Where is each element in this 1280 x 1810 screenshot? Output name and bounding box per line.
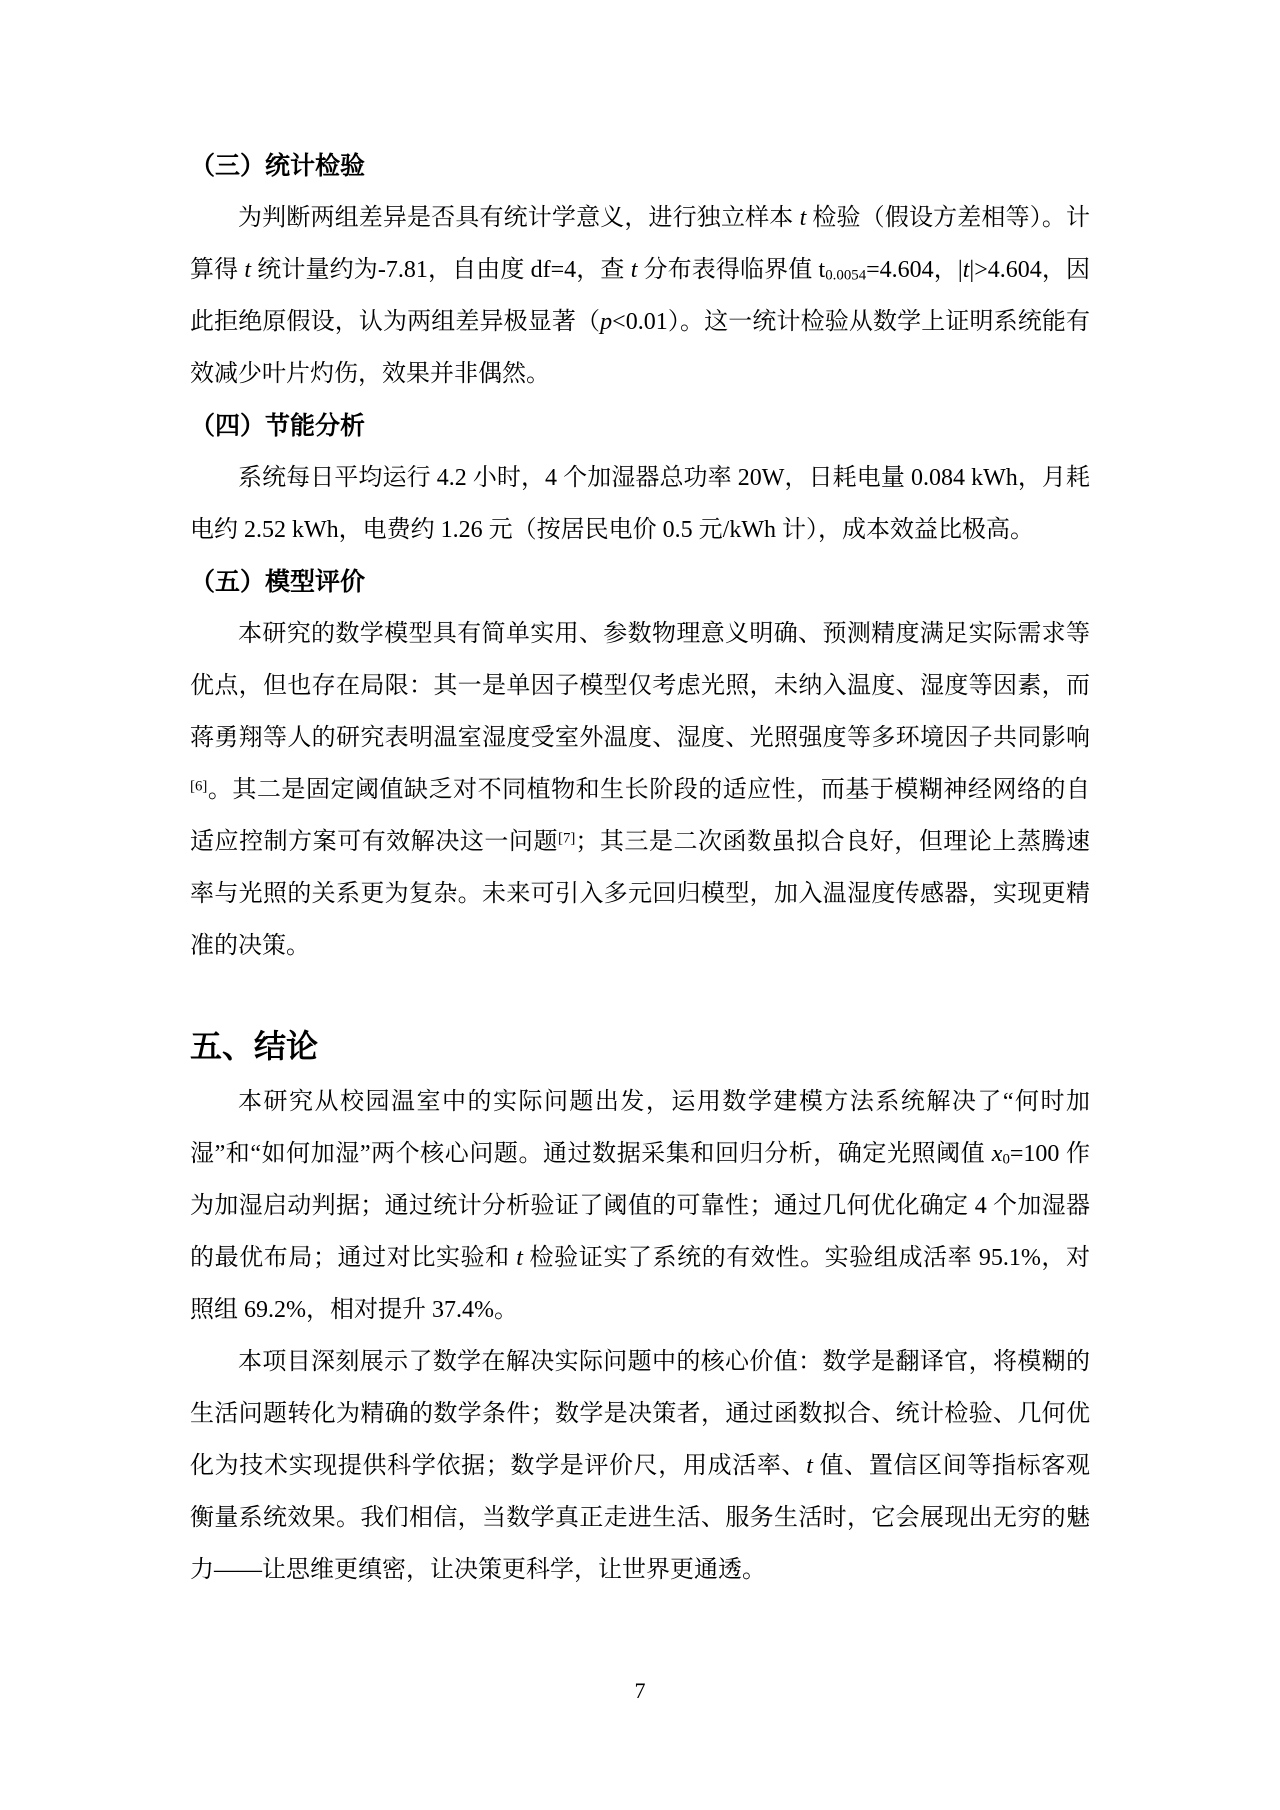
paragraph-conclusion-1: 本研究从校园温室中的实际问题出发，运用数学建模方法系统解决了“何时加湿”和“如何加湿”两个核心问题。通过数据采集和回归分析，确定光照阈值 $x_0=100$ 作为加湿启动判据；通过统计分析验证了阈值的可靠性；通过几何优化确定 4 个加湿器的最优布局；通过对比实验和 t 检验证实了系统的有效性。实验组成活率 95.1%，对照组 69.2%，相对提升 37.4%。 (190, 1089, 1090, 1323)
section-heading-energy-analysis: （四）节能分析 (190, 412, 366, 440)
paragraph-model-evaluation: 本研究的数学模型具有简单实用、参数物理意义明确、预测精度满足实际需求等优点，但也存在局限：其一是单因子模型仅考虑光照，未纳入温度、湿度等因素，而蒋勇翔等人的研究表明温室湿度受室外温度、湿度、光照强度等多环境因子共同影响[6]。其二是固定阈值缺乏对不同植物和生长阶段的适应性，而基于模糊神经网络的自适应控制方案可有效解决这一问题[7]；其三是二次函数虽拟合良好，但理论上蒸腾速率与光照的关系更为复杂。未来可引入多元回归模型，加入温湿度传感器，实现更精准的决策。 (190, 621, 1091, 959)
section-heading-statistical-test: （三）统计检验 (190, 152, 366, 180)
section-heading-conclusion: 五、结论 (190, 1028, 319, 1064)
paragraph-energy-analysis: 系统每日平均运行 4.2 小时，4 个加湿器总功率 20W，日耗电量 0.084 kWh，月耗电约 2.52 kWh，电费约 1.26 元（按居民电价 0.5 元/kWh 计），成本效益比极高。 (190, 465, 1090, 543)
paragraph-conclusion-2: 本项目深刻展示了数学在解决实际问题中的核心价值：数学是翻译官，将模糊的生活问题转化为精确的数学条件；数学是决策者，通过函数拟合、统计检验、几何优化为技术实现提供科学依据；数学是评价尺，用成活率、t 值、置信区间等指标客观衡量系统效果。我们相信，当数学真正走进生活、服务生活时，它会展现出无穷的魅力——让思维更缜密，让决策更科学，让世界更通透。 (190, 1349, 1091, 1583)
paragraph-statistical-test: 为判断两组差异是否具有统计学意义，进行独立样本 t 检验（假设方差相等）。计算得 t 统计量约为-7.81，自由度 df=4，查 t 分布表得临界值 $t_{0.0054}=4.604$，|t|>4.604，因此拒绝原假设，认为两组差异极显著（p<0.01）。这一统计检验从数学上证明系统能有效减少叶片灼伤，效果并非偶然。 (190, 205, 1091, 387)
page-number: 7 (634, 1678, 646, 1703)
section-heading-model-evaluation: （五）模型评价 (190, 568, 366, 596)
